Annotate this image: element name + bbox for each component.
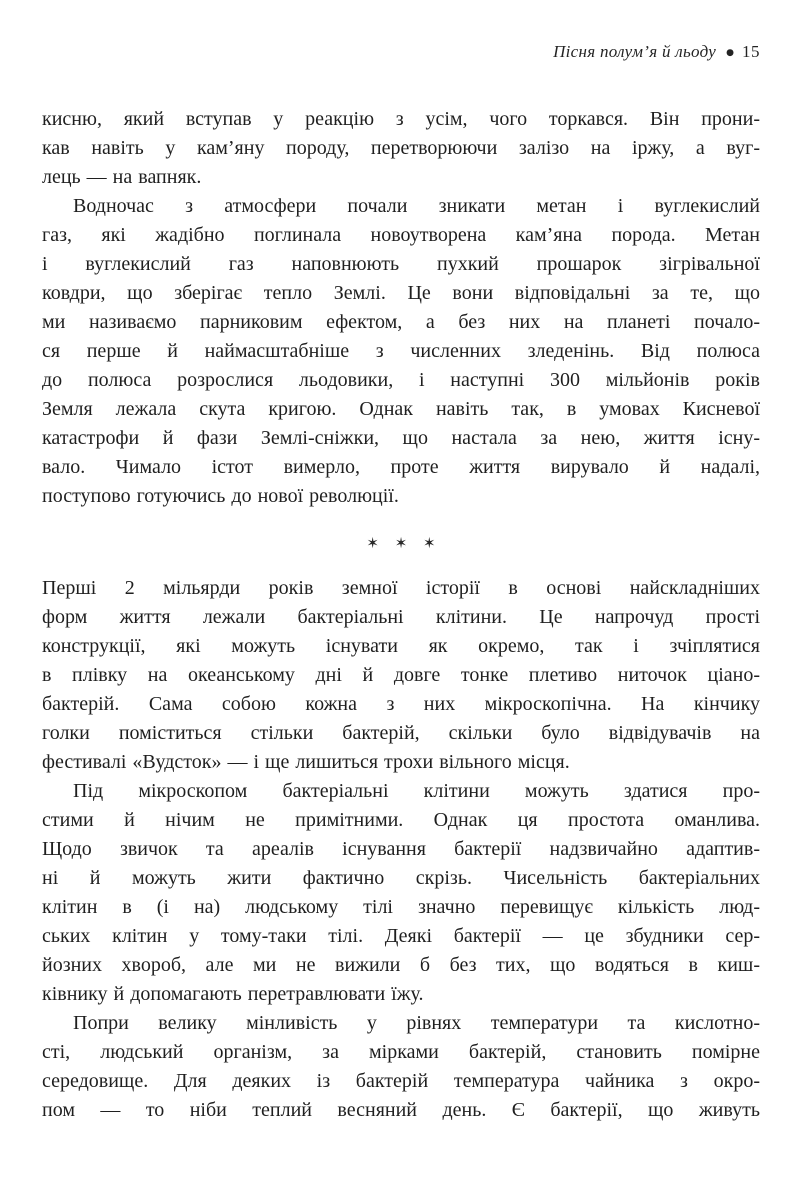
- text-line: ні й можуть жити фактично скрізь. Чисельність бактеріальних: [42, 867, 760, 889]
- text-line: Щодо звичок та ареалів існування бактерії надзвичайно адаптив-: [42, 838, 760, 860]
- text-line: сті, людський організм, за мірками бактерій, становить помірне: [42, 1041, 760, 1063]
- text-line: фестивалі «Вудсток» — і ще лишиться трохи вільного місця.: [42, 751, 570, 773]
- paragraph: [42, 1009, 760, 1125]
- paragraph: [42, 777, 760, 1009]
- text-line: ських клітин у тому-таки тілі. Деякі бактерії — це збудники сер-: [42, 925, 760, 947]
- text-line: голки поміститься стільки бактерій, скільки було відвідувачів на: [42, 722, 760, 744]
- text-line: пом — то ніби теплий весняний день. Є бактерії, що живуть: [42, 1099, 760, 1121]
- text-line: Під мікроскопом бактеріальні клітини можуть здатися про-: [73, 780, 760, 802]
- text-line: і вуглекислий газ наповнюють пухкий прошарок зігрівальної: [42, 253, 760, 275]
- text-line: Водночас з атмосфери почали зникати метан і вуглекислий: [73, 195, 760, 217]
- running-header: [42, 42, 760, 63]
- page-number: 15: [742, 42, 760, 61]
- text-line: катастрофи й фази Землі-сніжки, що настала за нею, життя існу-: [42, 427, 760, 449]
- text-line: Земля лежала скута кригою. Однак навіть так, в умовах Кисневої: [42, 398, 760, 420]
- text-line: середовище. Для деяких із бактерій температура чайника з окро-: [42, 1070, 760, 1092]
- text-line: в плівку на океанському дні й довге тонке плетиво ниточок ціано-: [42, 664, 760, 686]
- paragraph: [42, 574, 760, 777]
- text-line: клітин в (і на) людському тілі значно перевищує кількість люд-: [42, 896, 760, 918]
- text-line: стими й нічим не примітними. Однак ця простота оманлива.: [42, 809, 760, 831]
- text-line: форм життя лежали бактеріальні клітини. Це напрочуд прості: [42, 606, 760, 628]
- text-line: конструкції, які можуть існувати як окремо, так і зчіплятися: [42, 635, 760, 657]
- running-title: Пісня полум’я й льоду: [553, 42, 717, 61]
- text-line: поступово готуючись до нової революції.: [42, 485, 399, 507]
- text-line: кисню, який вступав у реакцію з усім, чого торкався. Він прони-: [42, 108, 760, 130]
- text-line: кав навіть у кам’яну породу, перетворюючи залізо на іржу, а вуг-: [42, 137, 760, 159]
- text-line: газ, які жадібно поглинала новоутворена кам’яна порода. Метан: [42, 224, 760, 246]
- text-line: лець — на вапняк.: [42, 166, 202, 188]
- body-text: [42, 105, 760, 1125]
- text-line: йозних хвороб, але ми не вижили б без тих, що водяться в киш-: [42, 954, 760, 976]
- text-line: ся перше й наймасштабніше з численних зледенінь. Від полюса: [42, 340, 760, 362]
- text-line: Попри велику мінливість у рівнях температури та кислотно-: [73, 1012, 760, 1034]
- text-line: вало. Чимало істот вимерло, проте життя вирувало й надалі,: [42, 456, 760, 478]
- bullet-separator-icon: ●: [726, 48, 734, 58]
- text-line: до полюса розрослися льодовики, і наступні 300 мільйонів років: [42, 369, 760, 391]
- paragraph: [42, 105, 760, 192]
- paragraph: [42, 192, 760, 511]
- text-line: бактерій. Сама собою кожна з них мікроскопічна. На кінчику: [42, 693, 760, 715]
- text-line: ковдри, що зберігає тепло Землі. Це вони відповідальні за те, що: [42, 282, 760, 304]
- text-line: Перші 2 мільярди років земної історії в основі найскладніших: [42, 577, 760, 599]
- section-divider: ✶ ✶ ✶: [366, 534, 436, 552]
- text-line: ми називаємо парниковим ефектом, а без них на планеті почало-: [42, 311, 760, 333]
- text-line: ківнику й допомагають перетравлювати їжу.: [42, 983, 424, 1005]
